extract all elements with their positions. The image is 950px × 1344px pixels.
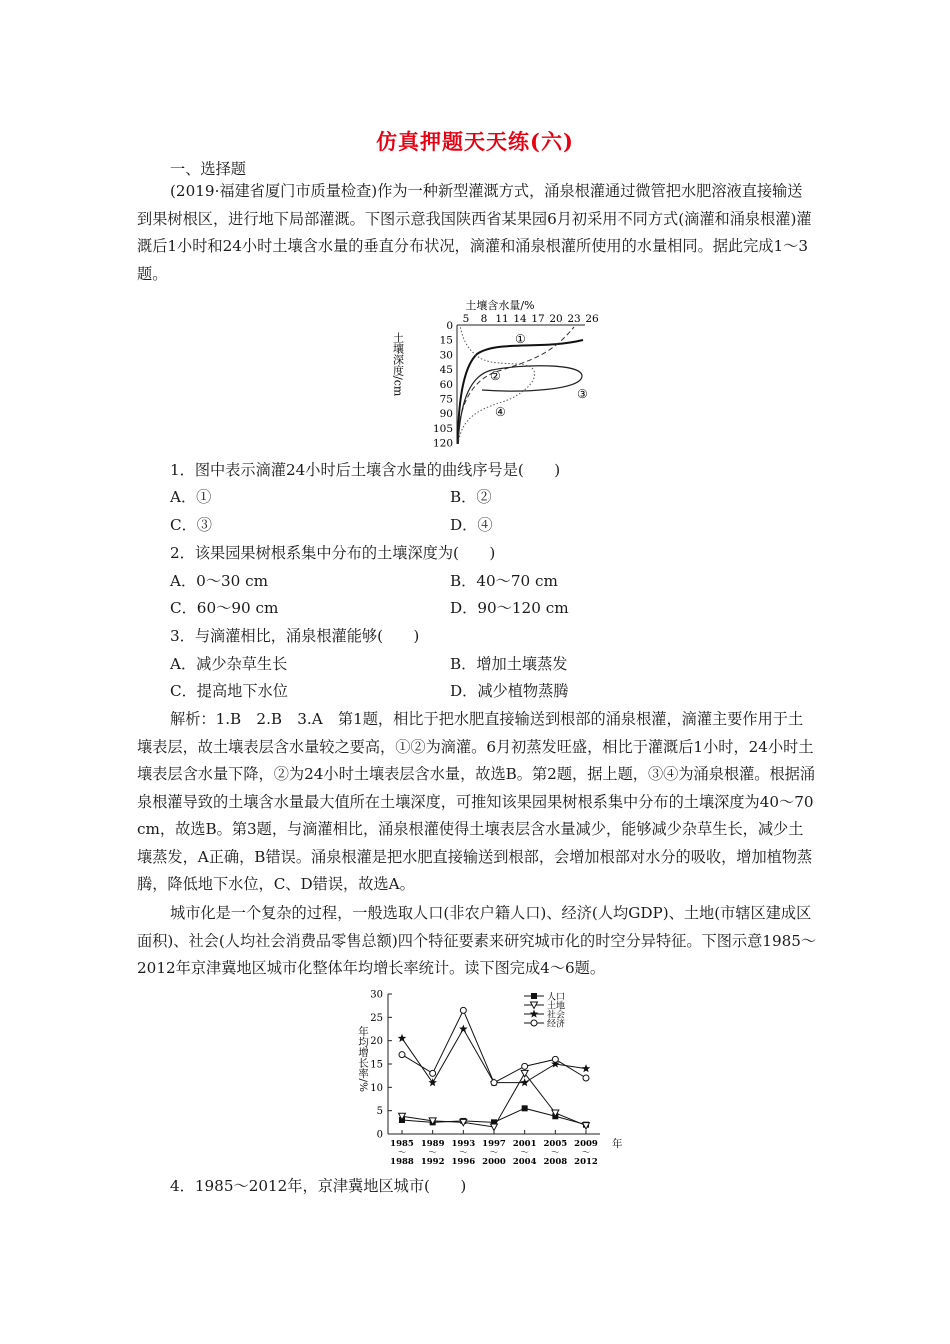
y-tick-label: 5 (376, 1106, 383, 1118)
x-tick-label-end: 1992 (420, 1157, 445, 1167)
soil-moisture-figure (382, 298, 602, 450)
y-tick-label: 25 (370, 1012, 383, 1024)
figure1-x-tick-label: 26 (585, 313, 599, 325)
data-point (460, 1007, 466, 1013)
figure1-y-tick-label: 120 (432, 437, 453, 450)
figure1-x-tick-label: 5 (462, 313, 470, 325)
curve-3 (458, 366, 582, 444)
x-tick-label-end: 2012 (574, 1157, 598, 1167)
page-title: 仿真押题天天练(六) (376, 129, 574, 154)
data-point (552, 1056, 558, 1062)
data-point (582, 1064, 591, 1072)
figure1-y-tick-label: 75 (439, 393, 453, 406)
question-1-option-a: A．① (170, 488, 212, 506)
urbanization-growth-chart (338, 984, 638, 1170)
x-tick-label-start: 2001 (512, 1139, 537, 1149)
x-tick-label-sep: ～ (489, 1148, 499, 1158)
question-2-option-b: B．40～70 cm (450, 572, 558, 590)
figure1-y-tick-label: 15 (439, 334, 453, 347)
x-tick-label-start: 1993 (451, 1139, 476, 1149)
x-tick-label-end: 2000 (482, 1157, 506, 1167)
x-tick-label-end: 2004 (512, 1157, 537, 1167)
y-tick-label: 20 (370, 1036, 383, 1048)
x-tick-label-start: 2005 (543, 1139, 568, 1149)
question-3-option-d: D．减少植物蒸腾 (450, 682, 569, 700)
curve-label-4: ④ (495, 405, 506, 419)
figure1-y-tick-label: 0 (446, 320, 453, 332)
x-tick-label-start: 2009 (574, 1139, 598, 1149)
figure1-x-tick-label: 8 (480, 313, 488, 325)
legend-label: 经济 (547, 1019, 566, 1030)
question-4-stem: 4．1985～2012年，京津冀地区城市( ) (170, 1177, 467, 1195)
question-1-option-d: D．④ (450, 516, 493, 534)
curve-label-1: ① (515, 332, 526, 346)
curve-label-2: ② (490, 369, 501, 383)
legend-marker (530, 1010, 539, 1018)
y-axis-title: 年均增长率/% (357, 1026, 369, 1093)
legend-marker (531, 993, 537, 999)
figure1-x-ticks (463, 313, 599, 325)
data-point (522, 1105, 528, 1111)
y-tick-label: 15 (370, 1059, 383, 1071)
x-tick-label-sep: ～ (551, 1148, 560, 1158)
question-2-option-c: C．60～90 cm (170, 599, 279, 617)
question-2-option-a: A．0～30 cm (170, 572, 269, 590)
question-3-option-a: A．减少杂草生长 (170, 655, 288, 673)
section-heading: 一、选择题 (170, 160, 246, 178)
curve-1 (458, 340, 583, 444)
figure1-y-tick-label: 30 (439, 349, 453, 362)
analysis-1: 解析：1.B 2.B 3.A 第1题，相比于把水肥直接输送到根部的涌泉根灌，滴灌主要作用于土壤表层，故土壤表层含水量较之要高，①②为滴灌。6月初蒸发旺盛，相比于灌溉后1小时，24小时土壤表层含水量下降，②为24小时土壤表层含水量，故选B。第2题，据上题，③④为涌泉根灌。根据涌泉根灌导致的土壤含水量最大值所在土壤深度，可推知该果园果树根系集中分布的土壤深度为40～70 cm，故选B。第3题，与滴灌相比，涌泉根灌使得土壤表层含水量减少，能够减少杂草生长，减少土壤蒸发，A正确，B错误。涌泉根灌是把水肥直接输送到根部，会增加根部对水分的吸收，增加植物蒸腾，降低地下水位，C、D错误，故选A。 (137, 710, 816, 893)
question-2-stem: 2．该果园果树根系集中分布的土壤深度为( ) (170, 544, 496, 562)
x-tick-label-sep: ～ (520, 1148, 529, 1158)
x-axis-title: 年 (612, 1138, 623, 1150)
figure1-x-tick-label: 17 (531, 313, 545, 325)
x-tick-label-sep: ～ (581, 1148, 591, 1158)
x-tick-label-sep: ～ (397, 1148, 407, 1158)
figure1-y-tick-label: 90 (439, 408, 453, 421)
data-point (399, 1052, 405, 1058)
y-tick-label: 30 (370, 989, 383, 1001)
figure1-x-tick-label: 20 (549, 313, 563, 325)
x-tick-label-start: 1989 (420, 1139, 445, 1149)
question-3-option-c: C．提高地下水位 (170, 682, 288, 700)
passage-1: (2019·福建省厦门市质量检查)作为一种新型灌溉方式，涌泉根灌通过微管把水肥溶液直接输送到果树根区，进行地下局部灌溉。下图示意我国陕西省某果园6月初采用不同方式(滴灌和涌泉根灌)灌溉后1小时和24小时土壤含水量的垂直分布状况，滴灌和涌泉根灌所使用的水量相同。据此完成1～3题。 (137, 182, 812, 283)
x-tick-label-start: 1985 (390, 1139, 414, 1149)
data-point (430, 1070, 436, 1076)
data-point (491, 1080, 497, 1086)
legend-label: 人口 (547, 992, 566, 1003)
figure1-x-title: 土壤含水量/% (465, 299, 535, 312)
y-tick-label: 0 (376, 1129, 383, 1141)
question-1-option-b: B．② (450, 488, 492, 506)
legend (524, 991, 565, 1030)
passage-2: 城市化是一个复杂的过程，一般选取人口(非农户籍人口)、经济(人均GDP)、土地(市辖区建成区面积)、社会(人均社会消费品零售总额)四个特征要素来研究城市化的时空分异特征。下图示意1985～2012年京津冀地区城市化整体年均增长率统计。读下图完成4～6题。 (137, 904, 817, 977)
legend-marker (531, 1020, 537, 1026)
figure1-y-ticks (433, 320, 453, 450)
figure1-x-tick-label: 11 (495, 313, 509, 325)
question-1-option-c: C．③ (170, 516, 212, 534)
figure1-y-tick-label: 45 (439, 364, 453, 377)
data-point (583, 1075, 589, 1081)
x-tick-label-end: 2008 (543, 1157, 568, 1167)
x-tick-label-end: 1996 (451, 1157, 476, 1167)
data-point (398, 1034, 407, 1042)
figure1-x-tick-label: 23 (567, 313, 581, 325)
figure1-y-tick-label: 105 (432, 422, 453, 435)
data-point (491, 1124, 498, 1131)
question-3-stem: 3．与滴灌相比，涌泉根灌能够( ) (170, 627, 420, 645)
data-point (459, 1025, 468, 1033)
x-tick-label-start: 1997 (482, 1139, 506, 1149)
x-tick-label-sep: ～ (459, 1148, 468, 1158)
question-2-option-d: D．90～120 cm (450, 599, 569, 617)
x-tick-label-sep: ～ (428, 1148, 437, 1158)
figure1-y-title: 土壤深度/cm (391, 332, 405, 397)
figure1-y-tick-label: 60 (439, 378, 453, 391)
curve-label-3: ③ (577, 387, 588, 401)
figure1-x-tick-label: 14 (513, 313, 527, 325)
data-point (522, 1063, 528, 1069)
x-tick-label-end: 1988 (390, 1157, 414, 1167)
question-1-stem: 1．图中表示滴灌24小时后土壤含水量的曲线序号是( ) (170, 461, 561, 479)
question-3-option-b: B．增加土壤蒸发 (450, 655, 568, 673)
data-point (428, 1078, 437, 1086)
legend-label: 土地 (547, 1001, 566, 1012)
y-tick-label: 10 (370, 1082, 383, 1094)
series-star (398, 1025, 591, 1087)
legend-label: 社会 (547, 1010, 566, 1021)
